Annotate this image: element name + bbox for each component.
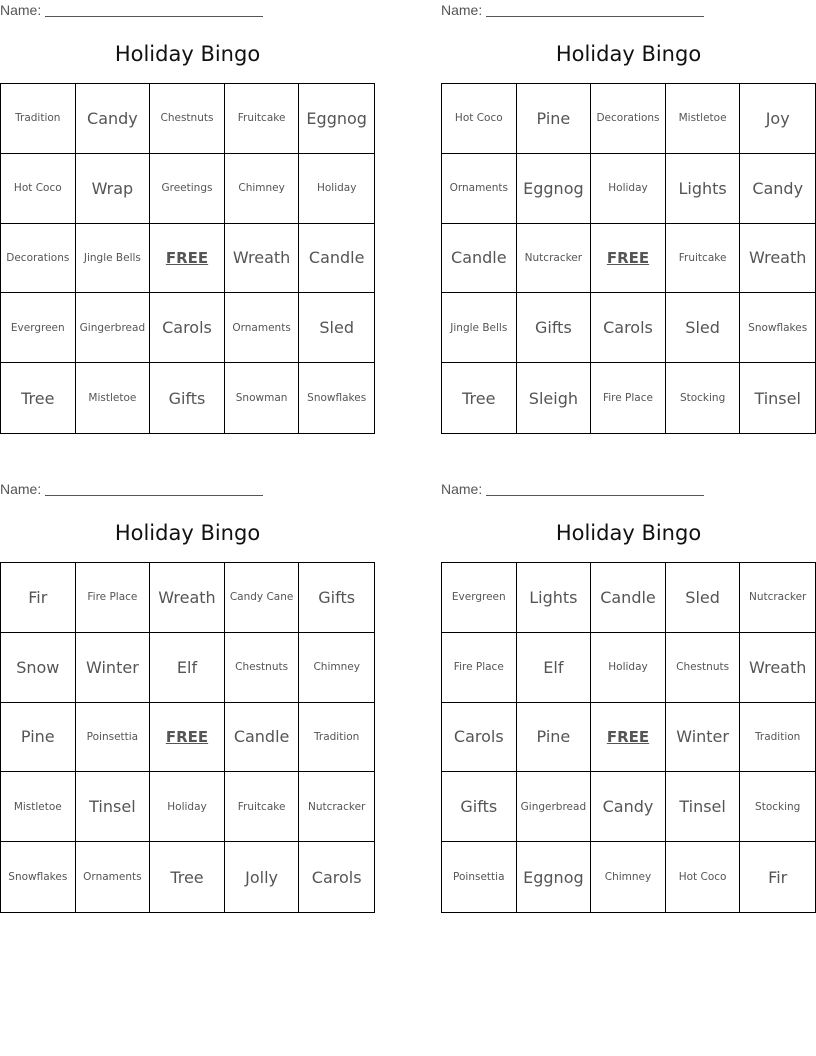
bingo-cell: Winter: [76, 633, 151, 703]
bingo-cell: Tree: [1, 363, 76, 433]
bingo-cell: Mistletoe: [1, 772, 76, 842]
bingo-cell: Stocking: [740, 772, 815, 842]
bingo-cell: Fire Place: [591, 363, 666, 433]
card-title: Holiday Bingo: [114, 42, 261, 66]
name-blank-line[interactable]: [486, 481, 704, 496]
bingo-cell: Tree: [442, 363, 517, 433]
bingo-cell: Chimney: [299, 633, 374, 703]
bingo-cell: Candy Cane: [225, 563, 300, 633]
bingo-grid: [0, 83, 375, 434]
bingo-cell: Nutcracker: [299, 772, 374, 842]
bingo-cell: Fire Place: [76, 563, 151, 633]
bingo-cell: Joy: [740, 84, 815, 154]
bingo-cell: Sled: [299, 293, 374, 363]
bingo-cell: Eggnog: [299, 84, 374, 154]
bingo-cell: Candle: [442, 224, 517, 294]
name-field: [441, 2, 704, 18]
bingo-cell: Snowflakes: [740, 293, 815, 363]
bingo-grid: [0, 562, 375, 913]
bingo-cell: Mistletoe: [666, 84, 741, 154]
bingo-cell: Holiday: [299, 154, 374, 224]
name-label: Name:: [0, 481, 42, 497]
bingo-cell: Pine: [1, 703, 76, 773]
bingo-cell: Lights: [517, 563, 592, 633]
bingo-cell: Gifts: [150, 363, 225, 433]
bingo-cell: Poinsettia: [442, 842, 517, 912]
bingo-cell: Gingerbread: [76, 293, 151, 363]
bingo-cell: Carols: [591, 293, 666, 363]
bingo-cell: Carols: [311, 867, 362, 887]
free-space-cell: FREE: [150, 703, 225, 773]
bingo-cell: Chestnuts: [666, 633, 741, 703]
bingo-cell: Winter: [666, 703, 741, 773]
bingo-cell: Gifts: [299, 563, 374, 633]
bingo-cell: Eggnog: [517, 842, 592, 912]
bingo-cell: Jingle Bells: [76, 224, 151, 294]
bingo-cell: Sled: [666, 293, 741, 363]
bingo-cell: Snow: [1, 633, 76, 703]
bingo-cell: Tinsel: [666, 772, 741, 842]
bingo-cell: Jolly: [225, 842, 300, 912]
card-title: Holiday Bingo: [555, 521, 702, 545]
bingo-cell: Decorations: [591, 84, 666, 154]
bingo-cell: Evergreen: [1, 293, 76, 363]
bingo-cell: Poinsettia: [76, 703, 151, 773]
bingo-grid: [441, 83, 816, 434]
bingo-cell: Wreath: [225, 224, 300, 294]
name-label: Name:: [441, 2, 483, 18]
bingo-cell: Sleigh: [517, 363, 592, 433]
bingo-cell: Gingerbread: [517, 772, 592, 842]
bingo-cell: Fire Place: [442, 633, 517, 703]
bingo-cell: Candy: [740, 154, 815, 224]
bingo-cell: Fruitcake: [225, 84, 300, 154]
bingo-cell: Candle: [299, 224, 374, 294]
name-blank-line[interactable]: [486, 2, 704, 17]
free-space-cell: FREE: [591, 224, 666, 294]
bingo-cell: Tradition: [299, 703, 374, 773]
bingo-cell: Pine: [517, 703, 592, 773]
name-blank-line[interactable]: [45, 481, 263, 496]
bingo-cell: Wreath: [740, 224, 815, 294]
bingo-cell: Tinsel: [754, 388, 801, 408]
bingo-cell: Eggnog: [517, 154, 592, 224]
free-space-cell: FREE: [591, 703, 666, 773]
bingo-cell: Sled: [666, 563, 741, 633]
bingo-cell: Candy: [76, 84, 151, 154]
name-label: Name:: [441, 481, 483, 497]
bingo-cell: Holiday: [591, 154, 666, 224]
bingo-cell: Fruitcake: [225, 772, 300, 842]
bingo-cell: Greetings: [150, 154, 225, 224]
bingo-cell: Candle: [591, 563, 666, 633]
name-label: Name:: [0, 2, 42, 18]
bingo-cell: Tradition: [740, 703, 815, 773]
bingo-cell: Elf: [150, 633, 225, 703]
bingo-cell: Chestnuts: [150, 84, 225, 154]
bingo-cell: Candle: [225, 703, 300, 773]
bingo-cell: Hot Coco: [666, 842, 741, 912]
name-field: [0, 2, 263, 18]
bingo-cell: Snowman: [225, 363, 300, 433]
bingo-cell: Fruitcake: [666, 224, 741, 294]
bingo-cell: Holiday: [591, 633, 666, 703]
bingo-cell: Decorations: [1, 224, 76, 294]
bingo-cell: Lights: [666, 154, 741, 224]
bingo-cell: Carols: [442, 703, 517, 773]
bingo-cell: Tinsel: [76, 772, 151, 842]
bingo-cell: Chimney: [591, 842, 666, 912]
bingo-cell: Mistletoe: [76, 363, 151, 433]
name-field: [441, 481, 704, 497]
bingo-cell: Fir: [1, 563, 76, 633]
bingo-cell: Evergreen: [442, 563, 517, 633]
bingo-cell: Snowflakes: [1, 842, 76, 912]
bingo-cell: Pine: [517, 84, 592, 154]
card-title: Holiday Bingo: [114, 521, 261, 545]
bingo-cell: Tree: [150, 842, 225, 912]
bingo-cell: Wreath: [740, 633, 815, 703]
bingo-cell: Carols: [150, 293, 225, 363]
bingo-cell: Tradition: [1, 84, 76, 154]
bingo-cell: Hot Coco: [1, 154, 76, 224]
bingo-cell: Ornaments: [442, 154, 517, 224]
bingo-cell: Wrap: [76, 154, 151, 224]
name-field: [0, 481, 263, 497]
bingo-cell: Ornaments: [76, 842, 151, 912]
bingo-cell: Wreath: [150, 563, 225, 633]
bingo-cell: Ornaments: [225, 293, 300, 363]
bingo-cell: Fir: [768, 867, 788, 887]
bingo-cell: Gifts: [442, 772, 517, 842]
bingo-cell: Chimney: [225, 154, 300, 224]
bingo-cell: Gifts: [517, 293, 592, 363]
bingo-cell: Elf: [517, 633, 592, 703]
card-title: Holiday Bingo: [555, 42, 702, 66]
bingo-cell: Nutcracker: [740, 563, 815, 633]
bingo-cell: Jingle Bells: [442, 293, 517, 363]
name-blank-line[interactable]: [45, 2, 263, 17]
bingo-cell: Chestnuts: [225, 633, 300, 703]
bingo-cell: Hot Coco: [442, 84, 517, 154]
bingo-cell: Candy: [591, 772, 666, 842]
bingo-cell: Stocking: [666, 363, 741, 433]
bingo-grid: [441, 562, 816, 913]
bingo-cell: Snowflakes: [307, 392, 367, 405]
bingo-cell: Holiday: [150, 772, 225, 842]
bingo-cell: Nutcracker: [517, 224, 592, 294]
free-space-cell: FREE: [150, 224, 225, 294]
